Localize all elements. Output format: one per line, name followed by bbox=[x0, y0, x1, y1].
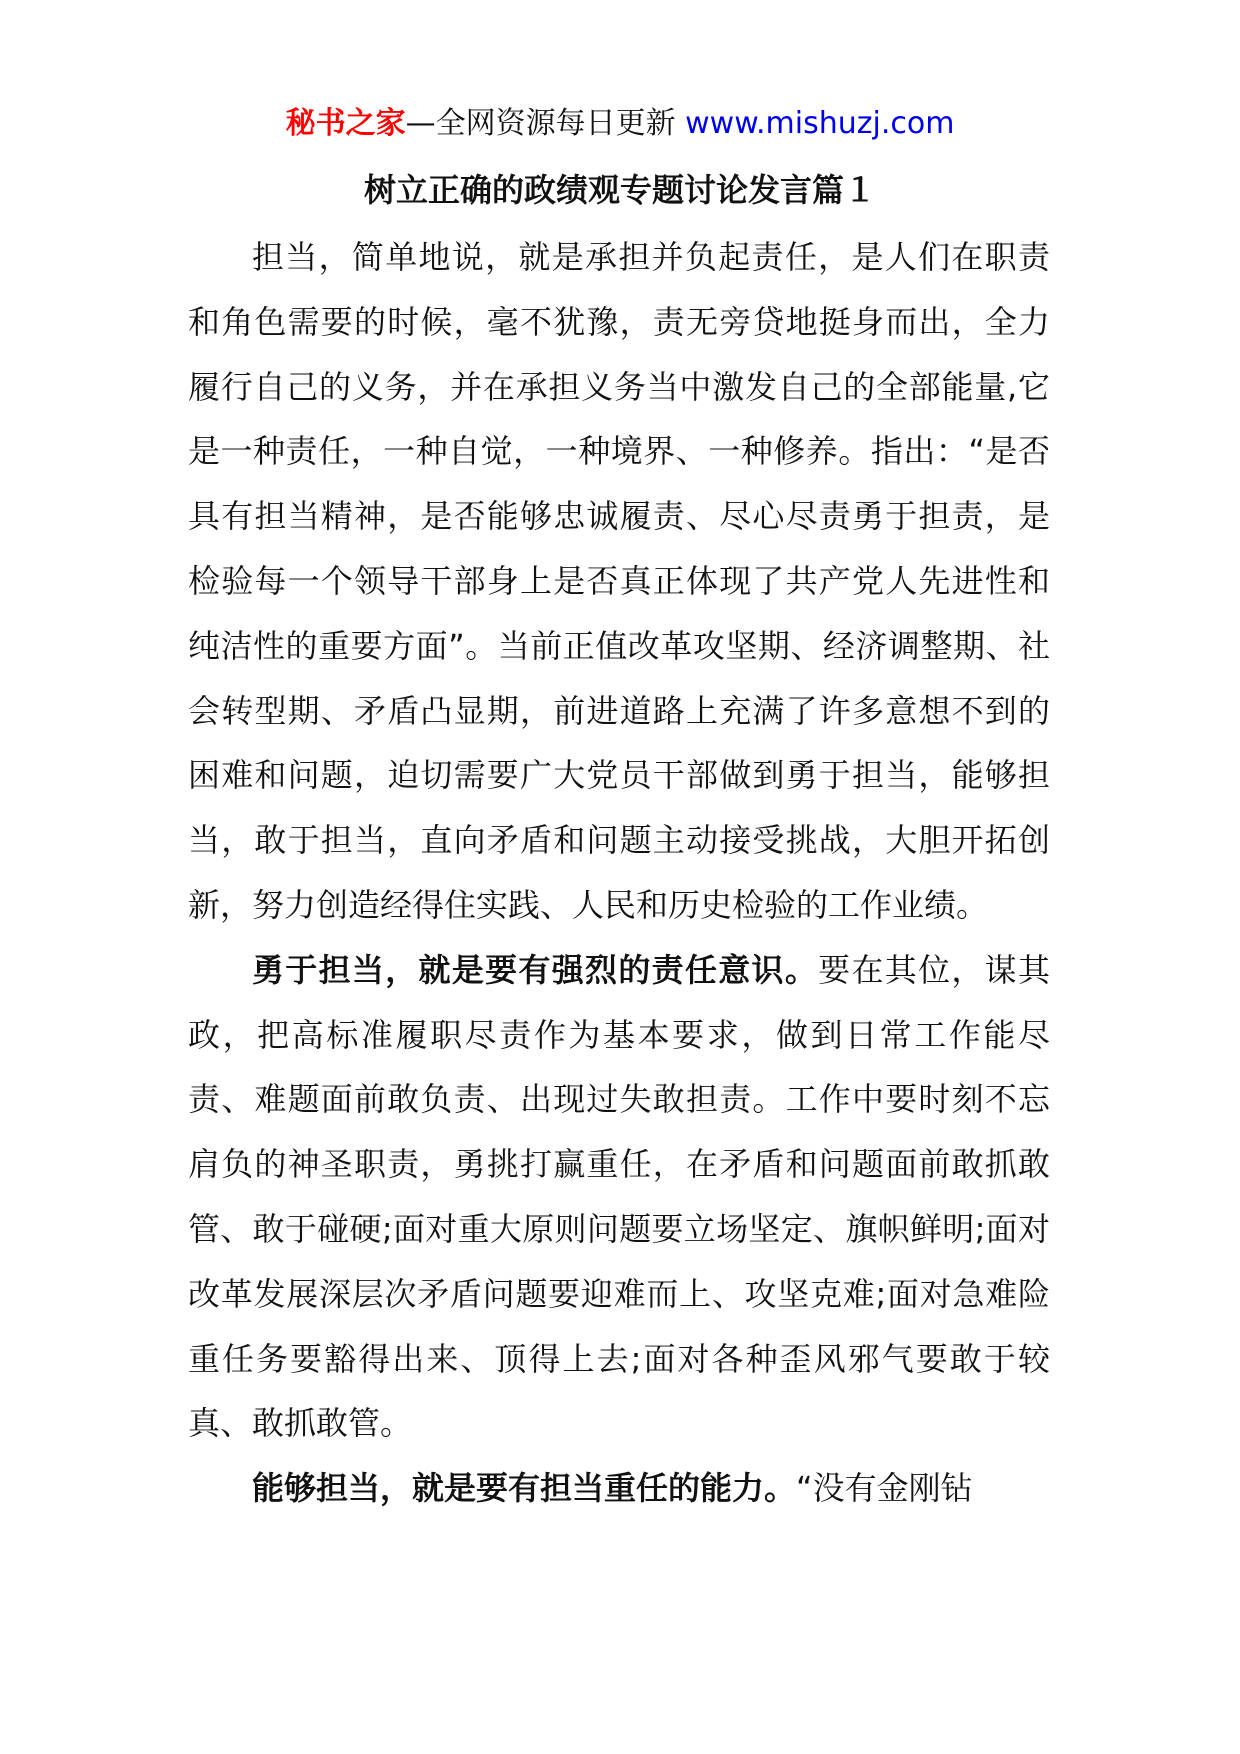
paragraph-text: 担当，简单地说，就是承担并负起责任，是人们在职责和角色需要的时候，毫不犹豫，责无旁贷地挺身而出，全力履行自己的义务，并在承担义务当中激发自己的全部能量,它是一种责任，一种自觉，一种境界、一种修养。指出：“是否具有担当精神，是否能够忠诚履责、尽心尽责勇于担责，是检验每一个领导干部身上是否真正体现了共产党人先进性和纯洁性的重要方面”。当前正值改革攻坚期、经济调整期、社会转型期、矛盾凸显期，前进道路上充满了许多意想不到的困难和问题，迫切需要广大党员干部做到勇于担当，能够担当，敢于担当，直向矛盾和问题主动接受挑战，大胆开拓创新，努力创造经得住实践、人民和历史检验的工作业绩。 bbox=[188, 238, 1050, 924]
paragraph-text: “没有金刚钻 bbox=[796, 1469, 973, 1508]
site-header bbox=[0, 100, 1240, 148]
brand-name: 秘书之家 bbox=[285, 106, 406, 141]
paragraph-capability bbox=[188, 1456, 1050, 1521]
site-tagline: —全网资源每日更新 bbox=[405, 106, 676, 141]
document-title: 树立正确的政绩观专题讨论发言篇１ bbox=[363, 171, 876, 209]
paragraph-lead: 能够担当，就是要有担当重任的能力。 bbox=[252, 1469, 797, 1508]
paragraph-text: 要在其位，谋其政，把高标准履职尽责作为基本要求，做到日常工作能尽责、难题面前敢负责、出现过失敢担责。工作中要时刻不忘肩负的神圣职责，勇挑打赢重任，在矛盾和问题面前敢抓敢管、敢于碰硬;面对重大原则问题要立场坚定、旗帜鲜明;面对改革发展深层次矛盾问题要迎难而上、攻坚克难;面对急难险重任务要豁得出来、顶得上去;面对各种歪风邪气要敢于较真、敢抓敢管。 bbox=[188, 950, 1050, 1443]
document-body bbox=[188, 225, 1050, 1521]
paragraph-intro bbox=[188, 225, 1050, 938]
paragraph-lead: 勇于担当，就是要有强烈的责任意识。 bbox=[252, 950, 819, 989]
site-url-link[interactable]: www.mishuzj.com bbox=[685, 106, 955, 141]
paragraph-responsibility bbox=[188, 938, 1050, 1456]
